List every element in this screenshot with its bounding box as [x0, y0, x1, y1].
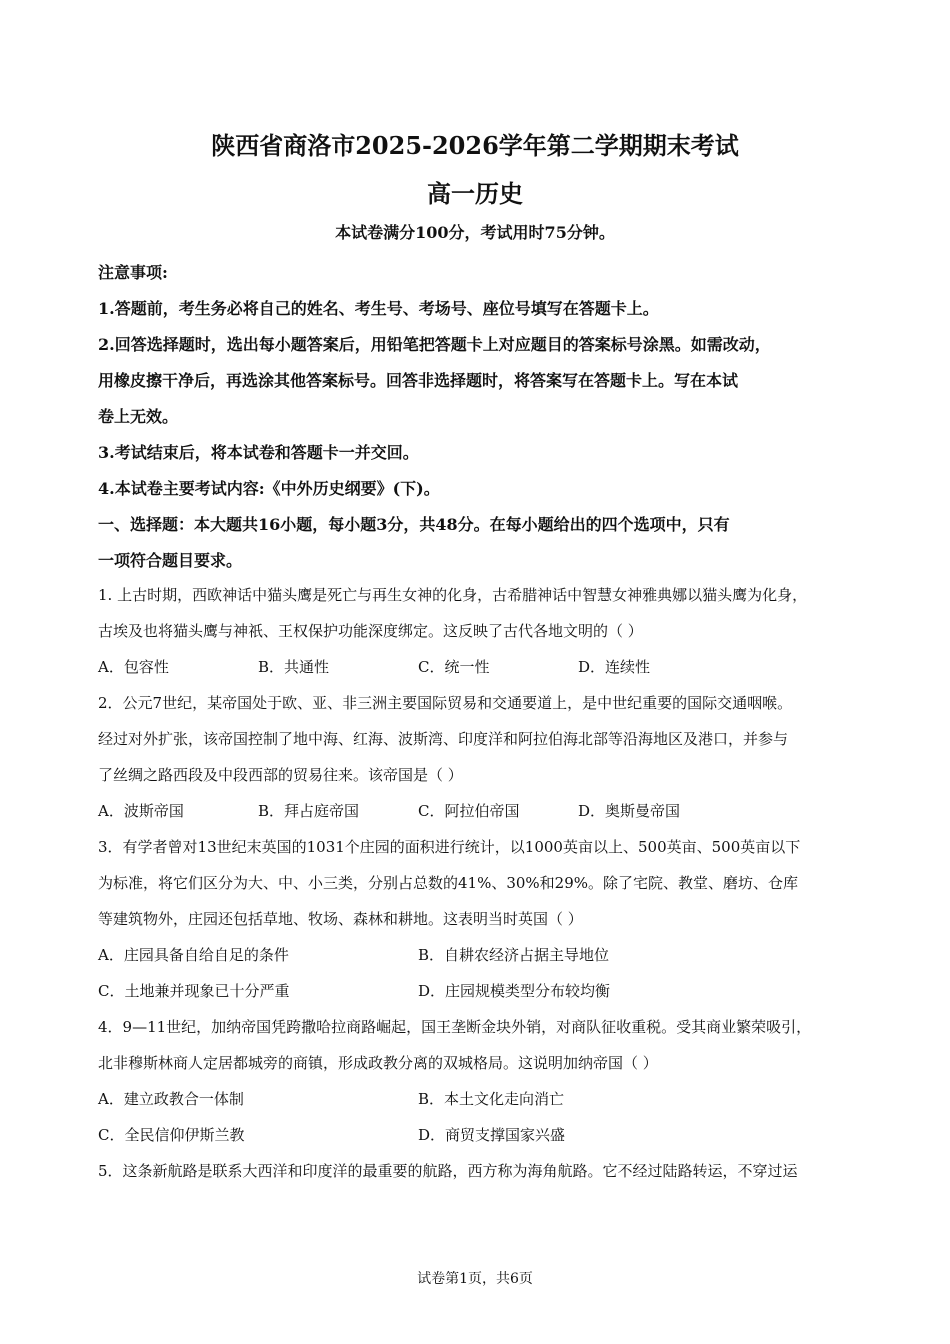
option-b: B．共通性	[258, 658, 330, 676]
option-c: C．全民信仰伊斯兰教	[98, 1126, 245, 1144]
exam-title: 陕西省商洛市2025-2026学年第二学期期末考试	[211, 131, 739, 160]
option-d: D．商贸支撑国家兴盛	[418, 1126, 566, 1144]
option-b: B．本土文化走向消亡	[418, 1090, 565, 1108]
question-line: 3．有学者曾对13世纪末英国的1031个庄园的面积进行统计，以1000英亩以上、500英亩、500英亩以下	[98, 838, 801, 856]
question-line: 等建筑物外，庄园还包括草地、牧场、森林和耕地。这表明当时英国（ ）	[98, 910, 583, 928]
notice-item: 4.本试卷主要考试内容:《中外历史纲要》(下)。	[98, 479, 440, 498]
section-heading: 一、选择题：本大题共16小题，每小题3分，共48分。在每小题给出的四个选项中，只有	[98, 515, 730, 534]
option-d: D．奥斯曼帝国	[578, 802, 681, 820]
notice-item: 用橡皮擦干净后，再选涂其他答案标号。回答非选择题时，将答案写在答题卡上。写在本试	[98, 371, 739, 390]
option-d: D．连续性	[578, 658, 651, 676]
option-a: A．庄园具备自给自足的条件	[98, 946, 289, 964]
option-a: A．波斯帝国	[98, 802, 184, 820]
option-b: B．拜占庭帝国	[258, 802, 360, 820]
question-line: 2．公元7世纪，某帝国处于欧、亚、非三洲主要国际贸易和交通要道上，是中世纪重要的国际交通咽喉。	[98, 694, 793, 712]
notice-item: 卷上无效。	[98, 407, 179, 426]
option-c: C．阿拉伯帝国	[418, 802, 520, 820]
option-a: A．建立政教合一体制	[98, 1090, 244, 1108]
question-line: 为标准，将它们区分为大、中、小三类，分别占总数的41%、30%和29%。除了宅院、教堂、磨坊、仓库	[98, 874, 799, 892]
notice-item: 1.答题前，考生务必将自己的姓名、考生号、考场号、座位号填写在答题卡上。	[98, 299, 659, 318]
question-line: 5．这条新航路是联系大西洋和印度洋的最重要的航路，西方称为海角航路。它不经过陆路转运，不穿过运	[98, 1162, 798, 1180]
exam-subject: 高一历史	[427, 179, 523, 208]
exam-info: 本试卷满分100分，考试用时75分钟。	[335, 223, 615, 242]
question-line: 古埃及也将猫头鹰与神祇、王权保护功能深度绑定。这反映了古代各地文明的（ ）	[98, 622, 643, 640]
option-a: A．包容性	[98, 658, 169, 676]
notice-heading: 注意事项:	[98, 263, 168, 282]
option-b: B．自耕农经济占据主导地位	[418, 946, 610, 964]
notice-item: 2.回答选择题时，选出每小题答案后，用铅笔把答题卡上对应题目的答案标号涂黑。如需改动，	[98, 335, 771, 354]
section-heading: 一项符合题目要求。	[98, 551, 243, 570]
question-line: 1. 上古时期，西欧神话中猫头鹰是死亡与再生女神的化身，古希腊神话中智慧女神雅典娜以猫头鹰为化身，	[98, 586, 808, 604]
question-line: 4．9—11世纪，加纳帝国凭跨撒哈拉商路崛起，国王垄断金块外销，对商队征收重税。受其商业繁荣吸引，	[98, 1018, 812, 1036]
notice-item: 3.考试结束后，将本试卷和答题卡一并交回。	[98, 443, 419, 462]
option-d: D．庄园规模类型分布较均衡	[418, 982, 611, 1000]
question-line: 北非穆斯林商人定居都城旁的商镇，形成政教分离的双城格局。这说明加纳帝国（ ）	[98, 1054, 658, 1072]
page-footer: 试卷第1页，共6页	[417, 1271, 533, 1287]
question-line: 了丝绸之路西段及中段西部的贸易往来。该帝国是（ ）	[98, 766, 463, 784]
question-line: 经过对外扩张，该帝国控制了地中海、红海、波斯湾、印度洋和阿拉伯海北部等沿海地区及港口，并参与	[98, 730, 789, 748]
option-c: C．土地兼并现象已十分严重	[98, 982, 290, 1000]
option-c: C．统一性	[418, 658, 490, 676]
